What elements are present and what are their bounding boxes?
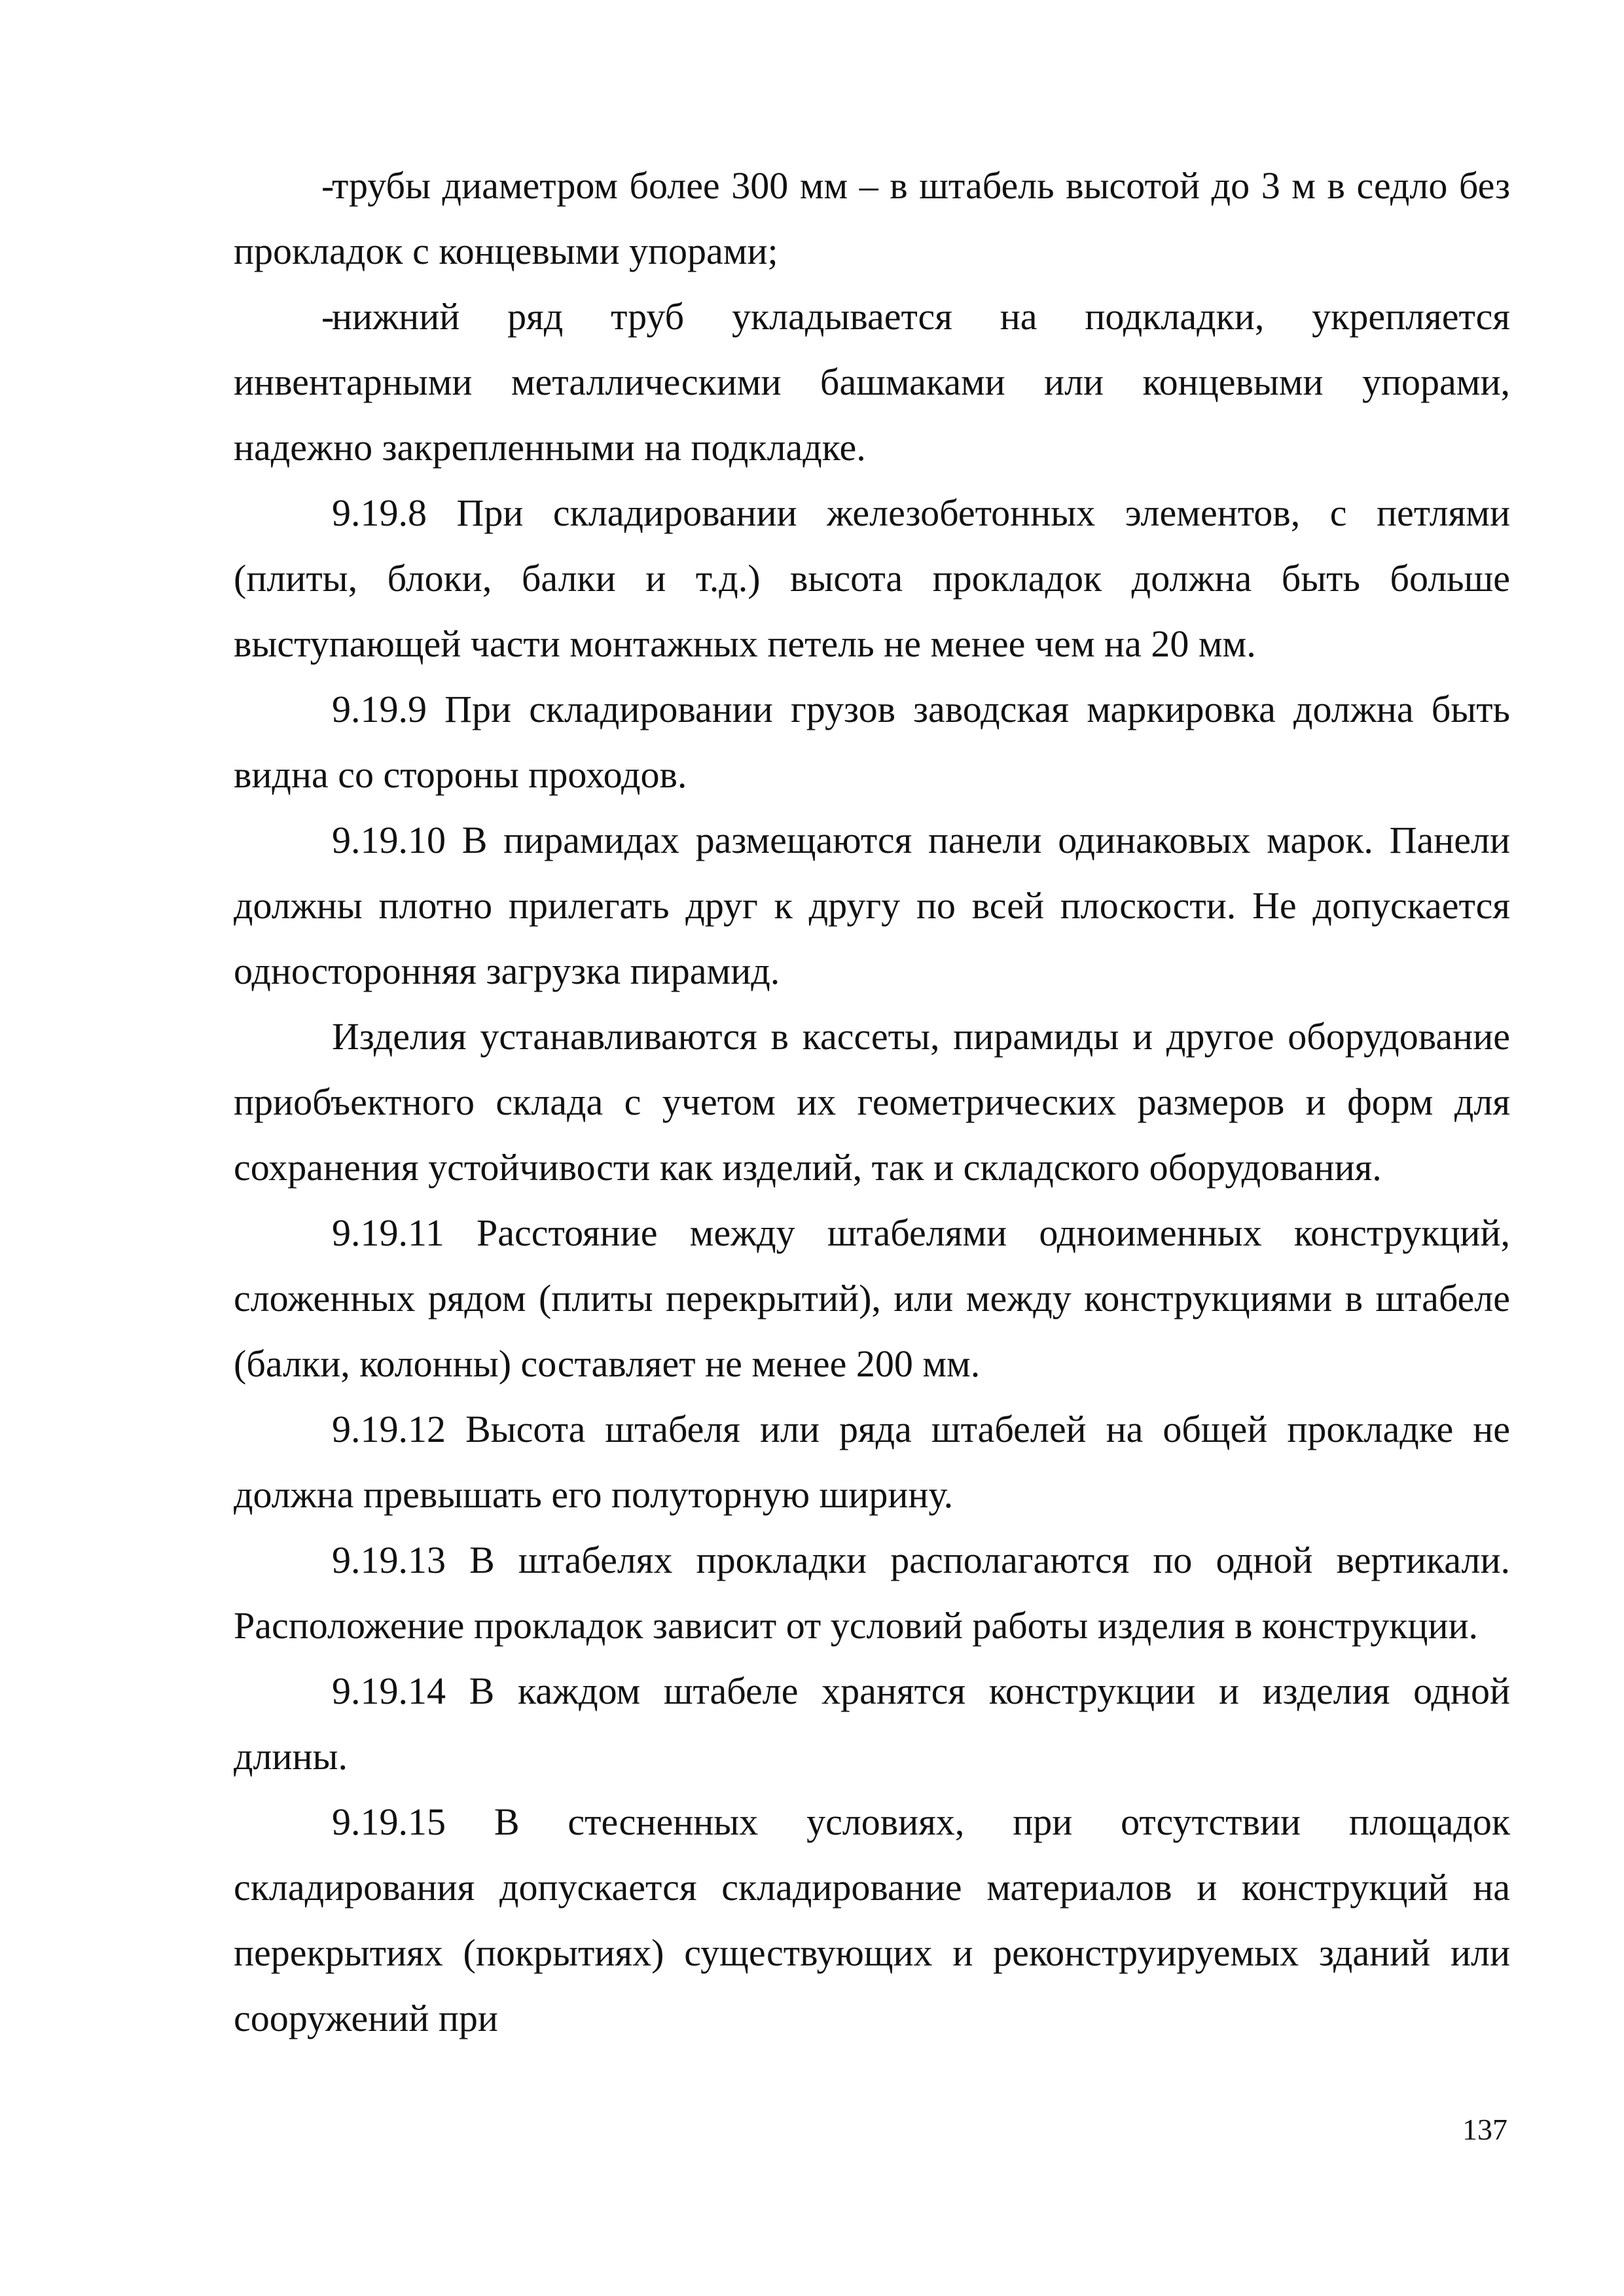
paragraph-9-19-15: 9.19.15 В стесненных условиях, при отсутствии площадок складирования допускается складирование материалов и конструкций на перекрытиях (покрытиях) существующих и реконструируемых зданий или сооружений при [234,1801,1510,2039]
page-number: 137 [1462,2113,1507,2146]
paragraph-products-installation: Изделия устанавливаются в кассеты, пирамиды и другое оборудование приобъектного склада с учетом их геометрических размеров и форм для сохранения устойчивости как изделий, так и складского оборудования. [234,1015,1510,1189]
bullet-text: нижний ряд труб укладывается на подкладки, укрепляется инвентарными металлическими башмаками или концевыми упорами, надежно закрепленными на подкладке. [234,295,1510,469]
paragraph-9-19-9: 9.19.9 При складировании грузов заводская маркировка должна быть видна со стороны проходов. [234,688,1510,796]
body-text [234,153,1510,2051]
bullet-dash: - [321,164,334,207]
bullet-item [234,153,1510,284]
paragraph-9-19-11: 9.19.11 Расстояние между штабелями одноименных конструкций, сложенных рядом (плиты перекрытий), или между конструкциями в штабеле (балки, колонны) составляет не менее 200 мм. [234,1211,1510,1385]
bullet-dash: - [321,295,334,338]
paragraph-9-19-13: 9.19.13 В штабелях прокладки располагаются по одной вертикали. Расположение прокладок зависит от условий работы изделия в конструкции. [234,1539,1510,1647]
paragraph-9-19-14: 9.19.14 В каждом штабеле хранятся конструкции и изделия одной длины. [234,1670,1510,1778]
paragraph-9-19-10: 9.19.10 В пирамидах размещаются панели одинаковых марок. Панели должны плотно прилегать друг к другу по всей плоскости. Не допускается односторонняя загрузка пирамид. [234,819,1510,992]
paragraph-9-19-8: 9.19.8 При складировании железобетонных элементов, с петлями (плиты, блоки, балки и т.д.) высота прокладок должна быть больше выступающей части монтажных петель не менее чем на 20 мм. [234,492,1510,665]
paragraph-9-19-12: 9.19.12 Высота штабеля или ряда штабелей на общей прокладке не должна превышать его полуторную ширину. [234,1408,1510,1516]
bullet-text: трубы диаметром более 300 мм – в штабель высотой до 3 м в седло без прокладок с концевыми упорами; [234,164,1510,272]
bullet-item [234,284,1510,480]
